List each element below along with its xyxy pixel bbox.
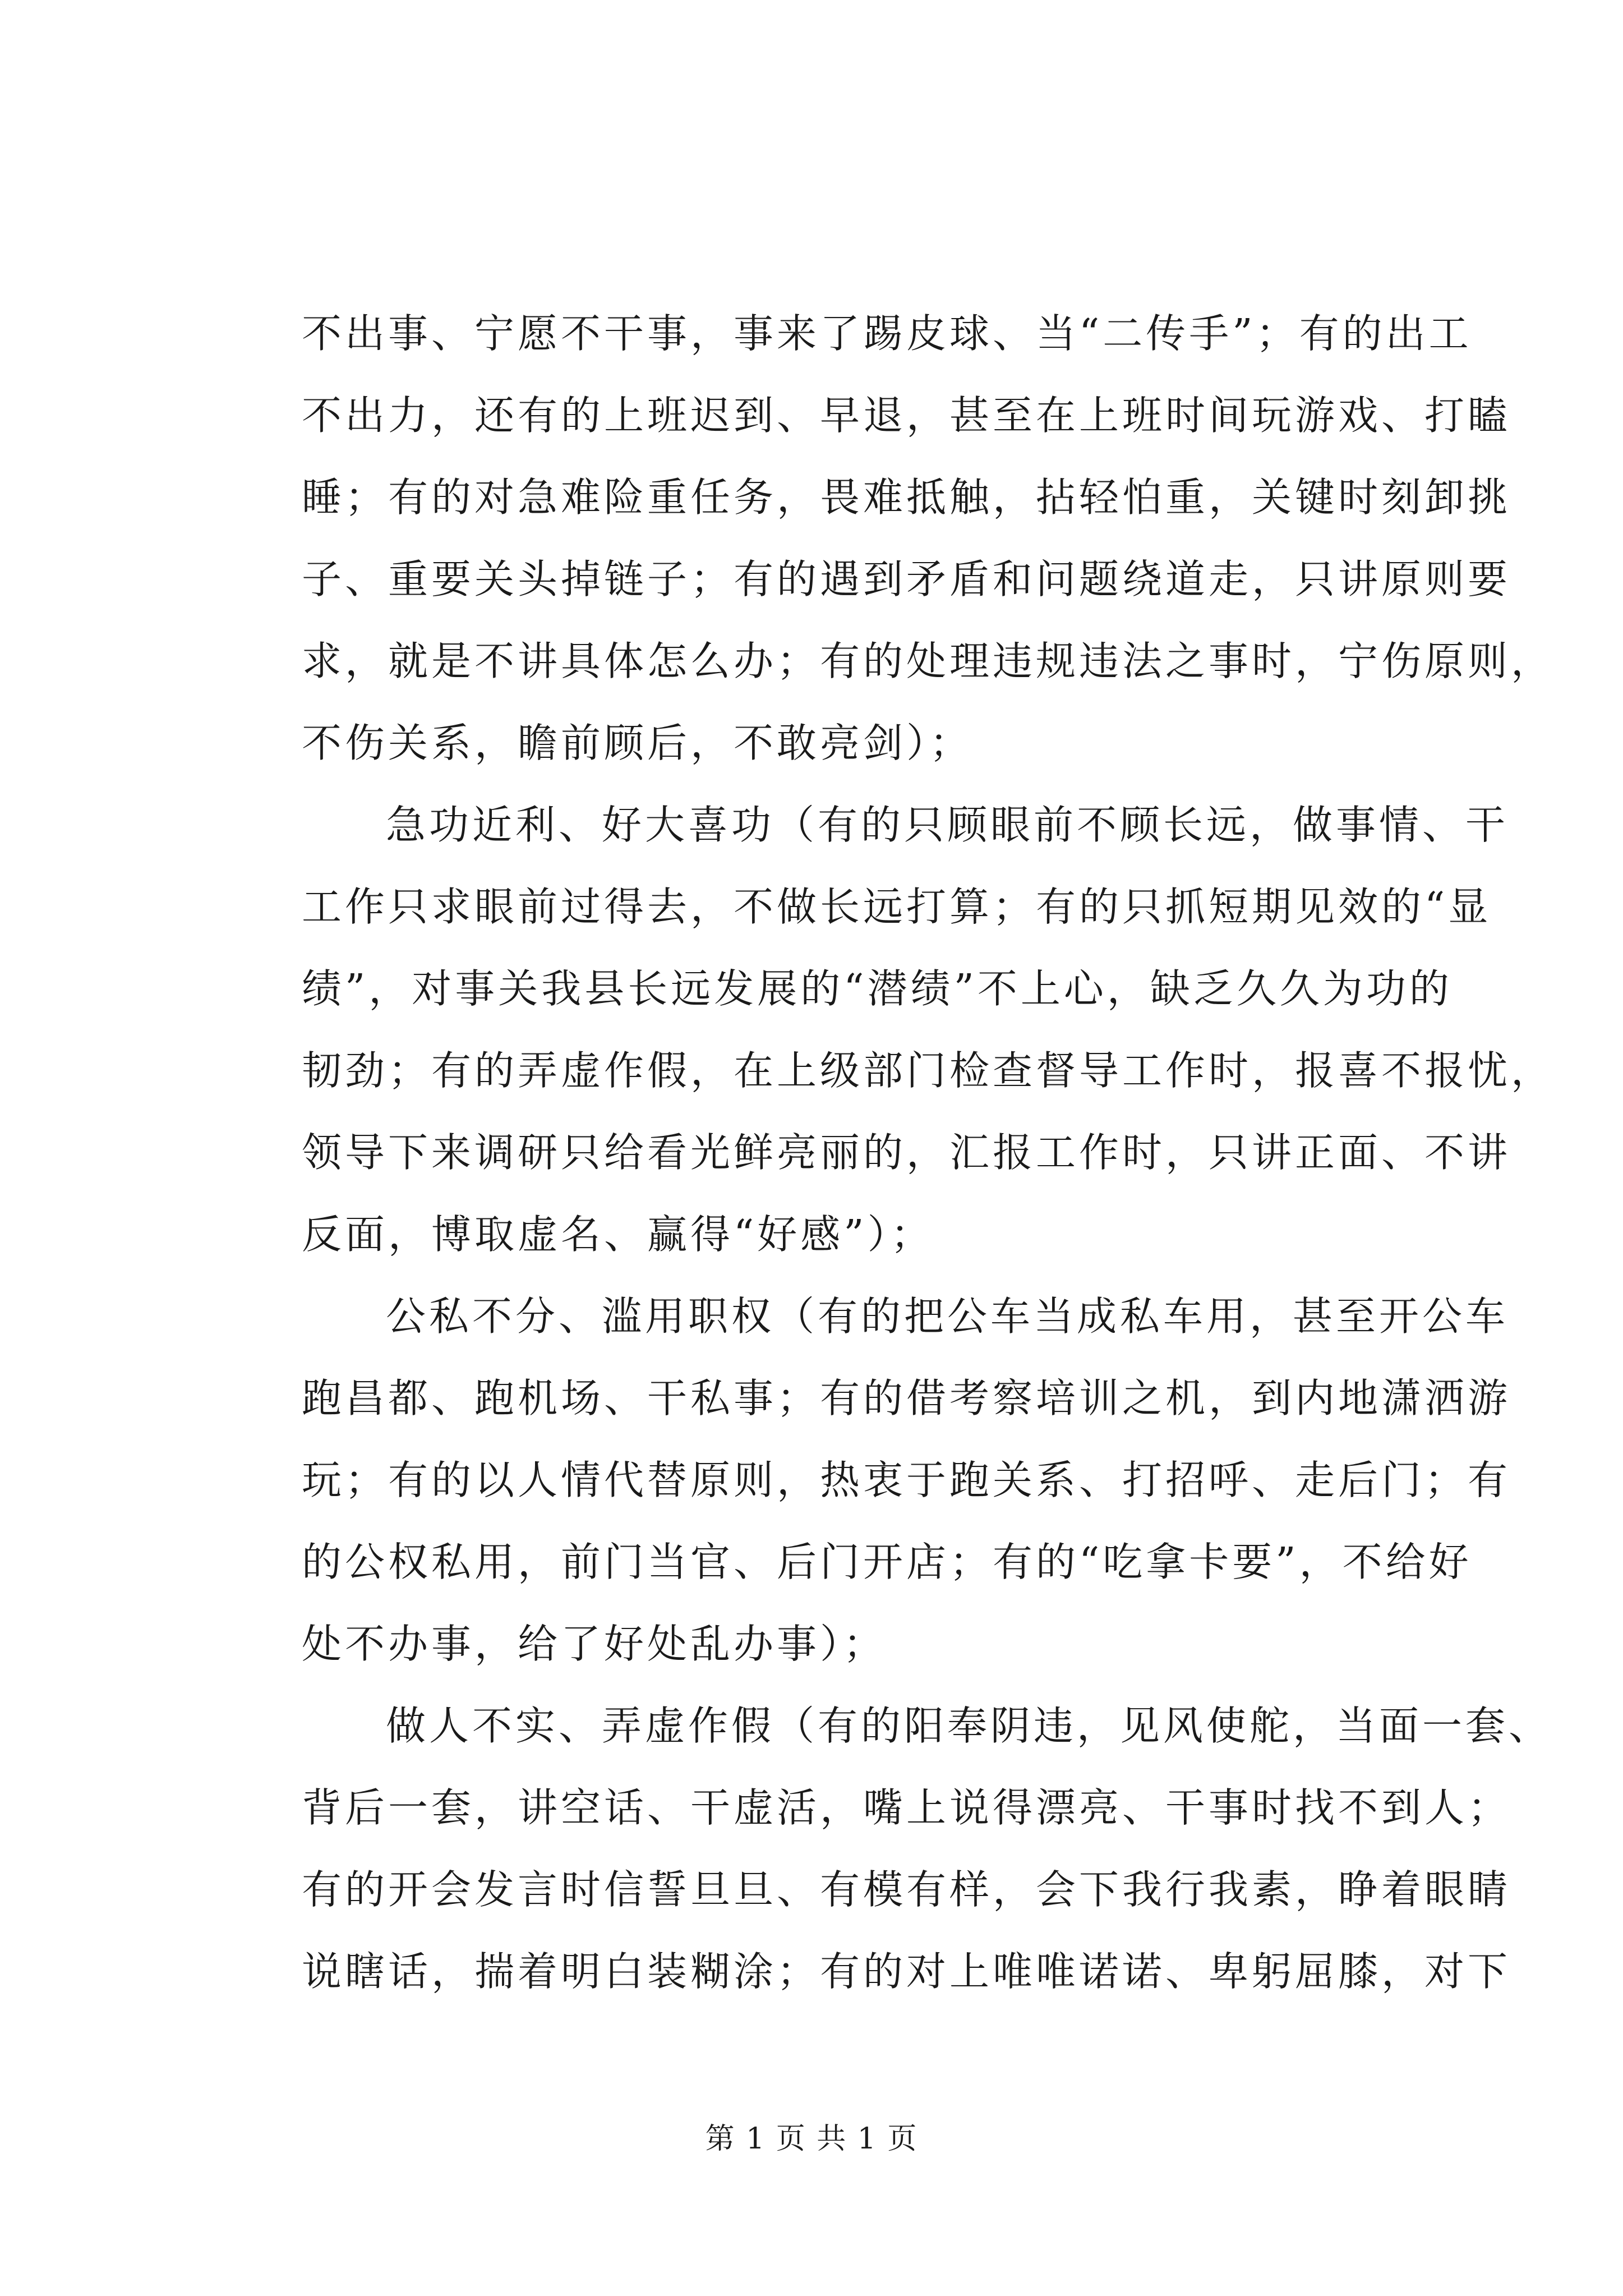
text-line: 求，就是不讲具体怎么办；有的处理违规违法之事时，宁伤原则，	[302, 638, 1555, 684]
text-line: 说瞎话，揣着明白装糊涂；有的对上唯唯诺诺、卑躬屈膝，对下	[302, 1948, 1511, 1995]
text-line: 工作只求眼前过得去，不做长远打算；有的只抓短期见效的“显	[302, 884, 1492, 930]
text-line: 不出力，还有的上班迟到、早退，甚至在上班时间玩游戏、打瞌	[302, 392, 1511, 439]
paragraph-first-line: 公私不分、滥用职权（有的把公车当成私车用，甚至开公车	[386, 1293, 1509, 1340]
text-line: 韧劲；有的弄虚作假，在上级部门检查督导工作时，报喜不报忧，	[302, 1047, 1555, 1094]
text-line: 有的开会发言时信誓旦旦、有模有样，会下我行我素，睁着眼睛	[302, 1866, 1511, 1913]
text-line: 的公权私用，前门当官、后门开店；有的“吃拿卡要”，不给好	[302, 1539, 1472, 1585]
text-line: 领导下来调研只给看光鲜亮丽的，汇报工作时，只讲正面、不讲	[302, 1129, 1511, 1176]
text-line: 反面，博取虚名、赢得“好感”）；	[302, 1211, 934, 1258]
text-line: 不伤关系，瞻前顾后，不敢亮剑）；	[302, 720, 973, 766]
text-line: 不出事、宁愿不干事，事来了踢皮球、当“二传手”；有的出工	[302, 310, 1472, 357]
text-line: 睡；有的对急难险重任务，畏难抵触，拈轻怕重，关键时刻卸挑	[302, 474, 1511, 521]
text-line: 玩；有的以人情代替原则，热衷于跑关系、打招呼、走后门；有	[302, 1457, 1511, 1503]
document-body	[302, 293, 1555, 2013]
text-line: 跑昌都、跑机场、干私事；有的借考察培训之机，到内地潇洒游	[302, 1375, 1511, 1421]
page-footer	[0, 2115, 1623, 2157]
text-line: 子、重要关头掉链子；有的遇到矛盾和问题绕道走，只讲原则要	[302, 556, 1511, 602]
paragraph-first-line: 做人不实、弄虚作假（有的阳奉阴违，见风使舵，当面一套、	[386, 1703, 1552, 1749]
page-number-label: 第 1 页 共 1 页	[705, 2122, 918, 2156]
text-line: 绩”，对事关我县长远发展的“潜绩”不上心，缺乏久久为功的	[302, 965, 1453, 1012]
text-line: 处不办事，给了好处乱办事）；	[302, 1621, 887, 1667]
paragraph-first-line: 急功近利、好大喜功（有的只顾眼前不顾长远，做事情、干	[386, 802, 1509, 848]
text-line: 背后一套，讲空话、干虚活，嘴上说得漂亮、干事时找不到人；	[302, 1784, 1511, 1831]
